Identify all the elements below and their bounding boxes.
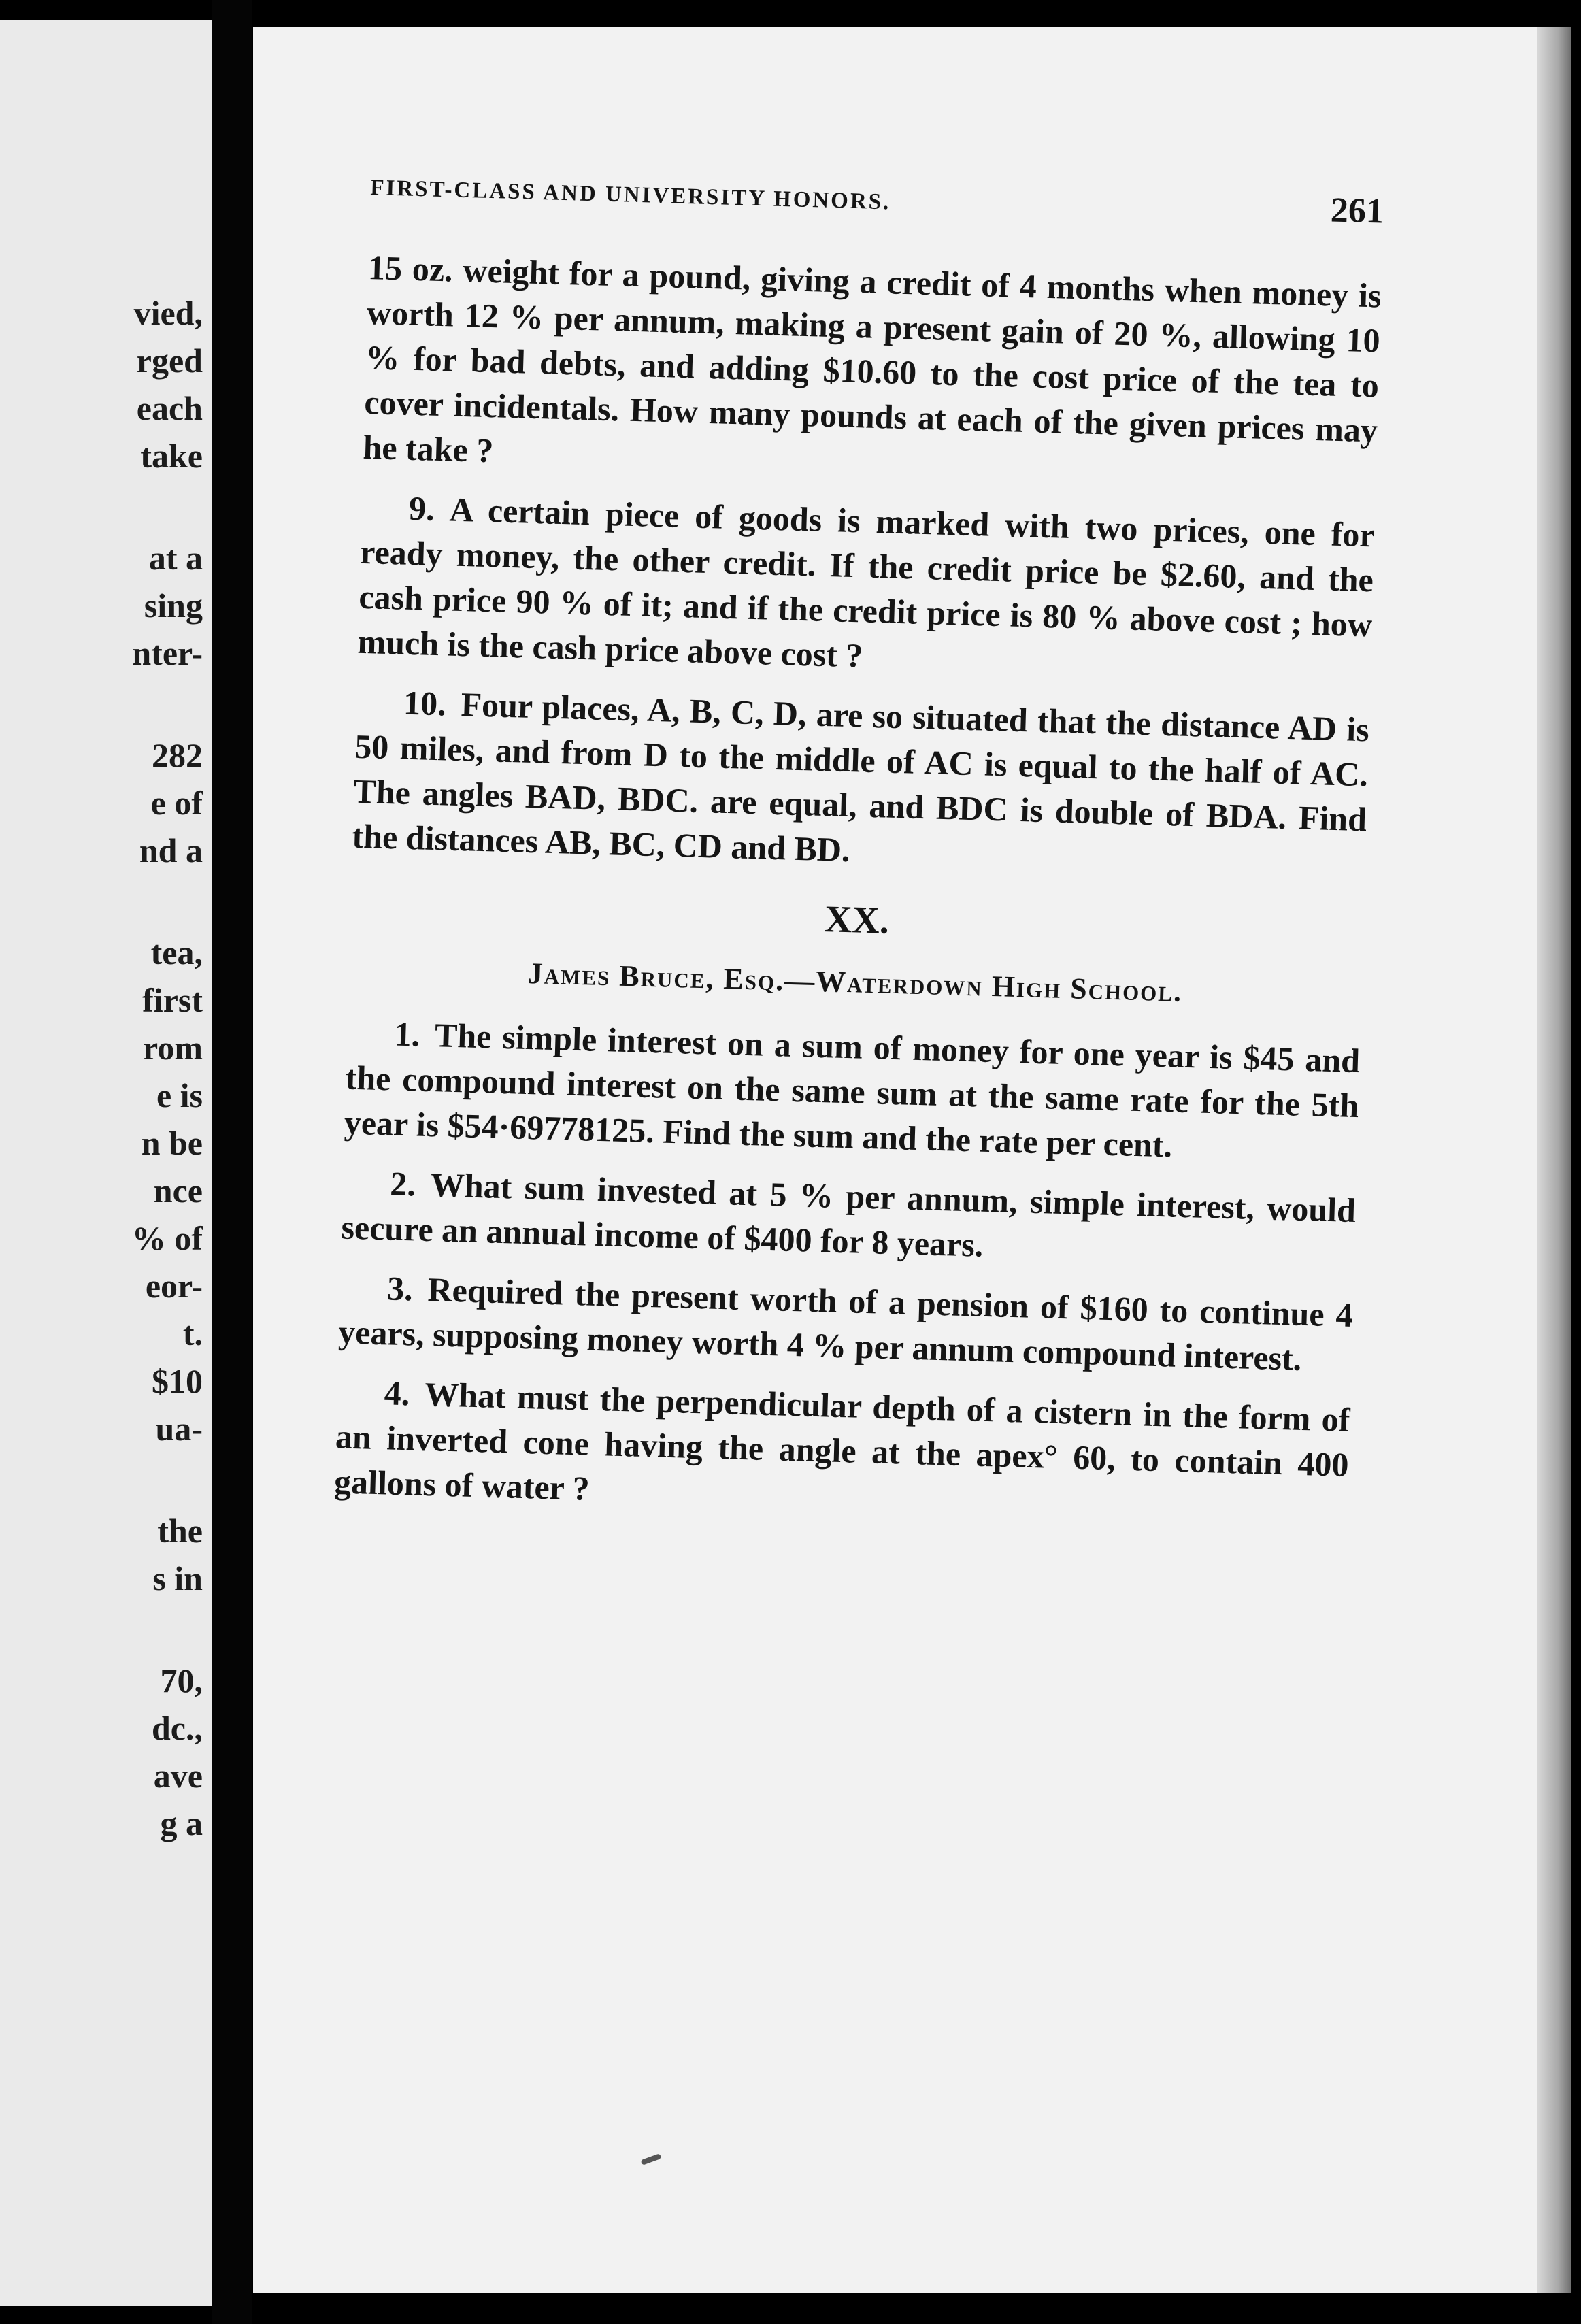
question-list-section-xx bbox=[333, 1010, 1361, 1532]
facing-page-word-fragment: nter- bbox=[132, 634, 203, 672]
running-head: FIRST-CLASS AND UNIVERSITY HONORS. bbox=[369, 176, 891, 215]
continued-question-text: 15 oz. weight for a pound, giving a credit of 4 months when money is worth 12 % per annum, making a present gain of 20 %, allowing 10 % for bad debts, and adding $10.60 to the cost price of the tea to cover incidentals. How many pounds at each of the given prices may he take ? bbox=[362, 248, 1382, 470]
question-text: Required the present worth of a pension of $160 to continue 4 years, supposing money worth 4 % per annum compound interest. bbox=[337, 1270, 1354, 1378]
facing-page-word-fragment: nd a bbox=[139, 831, 203, 869]
facing-page-word-fragment: s in bbox=[152, 1559, 203, 1597]
question-number: 4. bbox=[384, 1374, 411, 1413]
facing-page-fragment bbox=[0, 20, 218, 2306]
facing-page-word-fragment: % of bbox=[131, 1219, 203, 1257]
facing-page-word-fragment: rged bbox=[136, 342, 203, 380]
question-text: What must the perpendicular depth of a cistern in the form of an inverted cone having the angle at the apex° 60, to contain 400 gallons of water ? bbox=[333, 1374, 1351, 1508]
facing-page-word-fragment: e of bbox=[150, 784, 203, 822]
page-edge-shadow bbox=[1537, 27, 1571, 2293]
facing-page-word-fragment: sing bbox=[144, 586, 203, 625]
facing-page-word-fragment: first bbox=[142, 981, 203, 1019]
question-item bbox=[357, 484, 1376, 693]
facing-page-word-fragment: g a bbox=[160, 1804, 203, 1842]
question-item bbox=[337, 1264, 1353, 1382]
facing-page-word-fragment: $10 bbox=[152, 1362, 203, 1400]
question-item bbox=[333, 1369, 1350, 1532]
question-item bbox=[341, 1159, 1357, 1278]
facing-page-word-fragment: n be bbox=[141, 1124, 203, 1162]
facing-page-word-fragment: ave bbox=[153, 1757, 203, 1795]
book-gutter bbox=[212, 0, 252, 2324]
book-page bbox=[253, 27, 1567, 2293]
question-text: A certain piece of goods is marked with two prices, one for ready money, the other credit. If the credit price be $2.60, and the cash price 90 % of it; and if the credit price is 80 % above cost ; how much is the cash price above cost ? bbox=[356, 490, 1376, 675]
question-text: Four places, A, B, C, D, are so situated that the distance AD is 50 miles, and from D to the middle of AC is equal to the half of AC. The angles BAD, BDC. are equal, and BDC is double of BDA. Find the distances AB, BC, CD and BD. bbox=[351, 685, 1370, 869]
facing-page-word-fragment: at a bbox=[148, 539, 203, 577]
facing-page-word-fragment: dc., bbox=[152, 1709, 203, 1747]
facing-page-word-fragment: nce bbox=[153, 1172, 203, 1210]
page-number: 261 bbox=[1330, 190, 1384, 231]
section-number: XX. bbox=[824, 898, 890, 942]
section-author-line: James Bruce, Esq.—Waterdown High School. bbox=[527, 956, 1183, 1008]
page-text-column bbox=[333, 176, 1384, 1547]
question-number: 3. bbox=[386, 1269, 414, 1308]
question-text: The simple interest on a sum of money for one year is $45 and the compound interest on the same sum at the same rate for the 5th year is $54·69778125. Find the sum and the rate per cent. bbox=[344, 1016, 1361, 1165]
question-number: 9. bbox=[408, 488, 435, 528]
facing-page-word-fragment: rom bbox=[143, 1029, 203, 1067]
facing-page-word-fragment: 282 bbox=[152, 736, 203, 774]
facing-page-word-fragment: t. bbox=[182, 1314, 203, 1352]
facing-page-word-fragment: eor- bbox=[145, 1267, 203, 1305]
question-number: 2. bbox=[389, 1164, 416, 1204]
page-header bbox=[370, 163, 1384, 232]
facing-page-word-fragment: tea, bbox=[150, 933, 203, 972]
question-item bbox=[344, 1010, 1361, 1174]
question-number: 1. bbox=[393, 1014, 420, 1054]
question-item bbox=[352, 679, 1370, 887]
question-number: 10. bbox=[403, 683, 447, 723]
facing-page-word-fragment: e is bbox=[156, 1076, 203, 1114]
facing-page-word-fragment: ua- bbox=[155, 1410, 203, 1448]
print-smudge bbox=[641, 2153, 662, 2165]
question-text: What sum invested at 5 % per annum, simple interest, would secure an annual income of $400 for 8 years. bbox=[340, 1165, 1357, 1264]
facing-page-word-fragment: take bbox=[140, 437, 203, 475]
question-list-previous-section bbox=[352, 484, 1376, 886]
facing-page-word-fragment: the bbox=[157, 1512, 203, 1550]
facing-page-word-fragment: vied, bbox=[133, 294, 203, 332]
facing-page-word-fragment: 70, bbox=[160, 1661, 203, 1699]
facing-page-word-fragment: each bbox=[136, 389, 203, 427]
